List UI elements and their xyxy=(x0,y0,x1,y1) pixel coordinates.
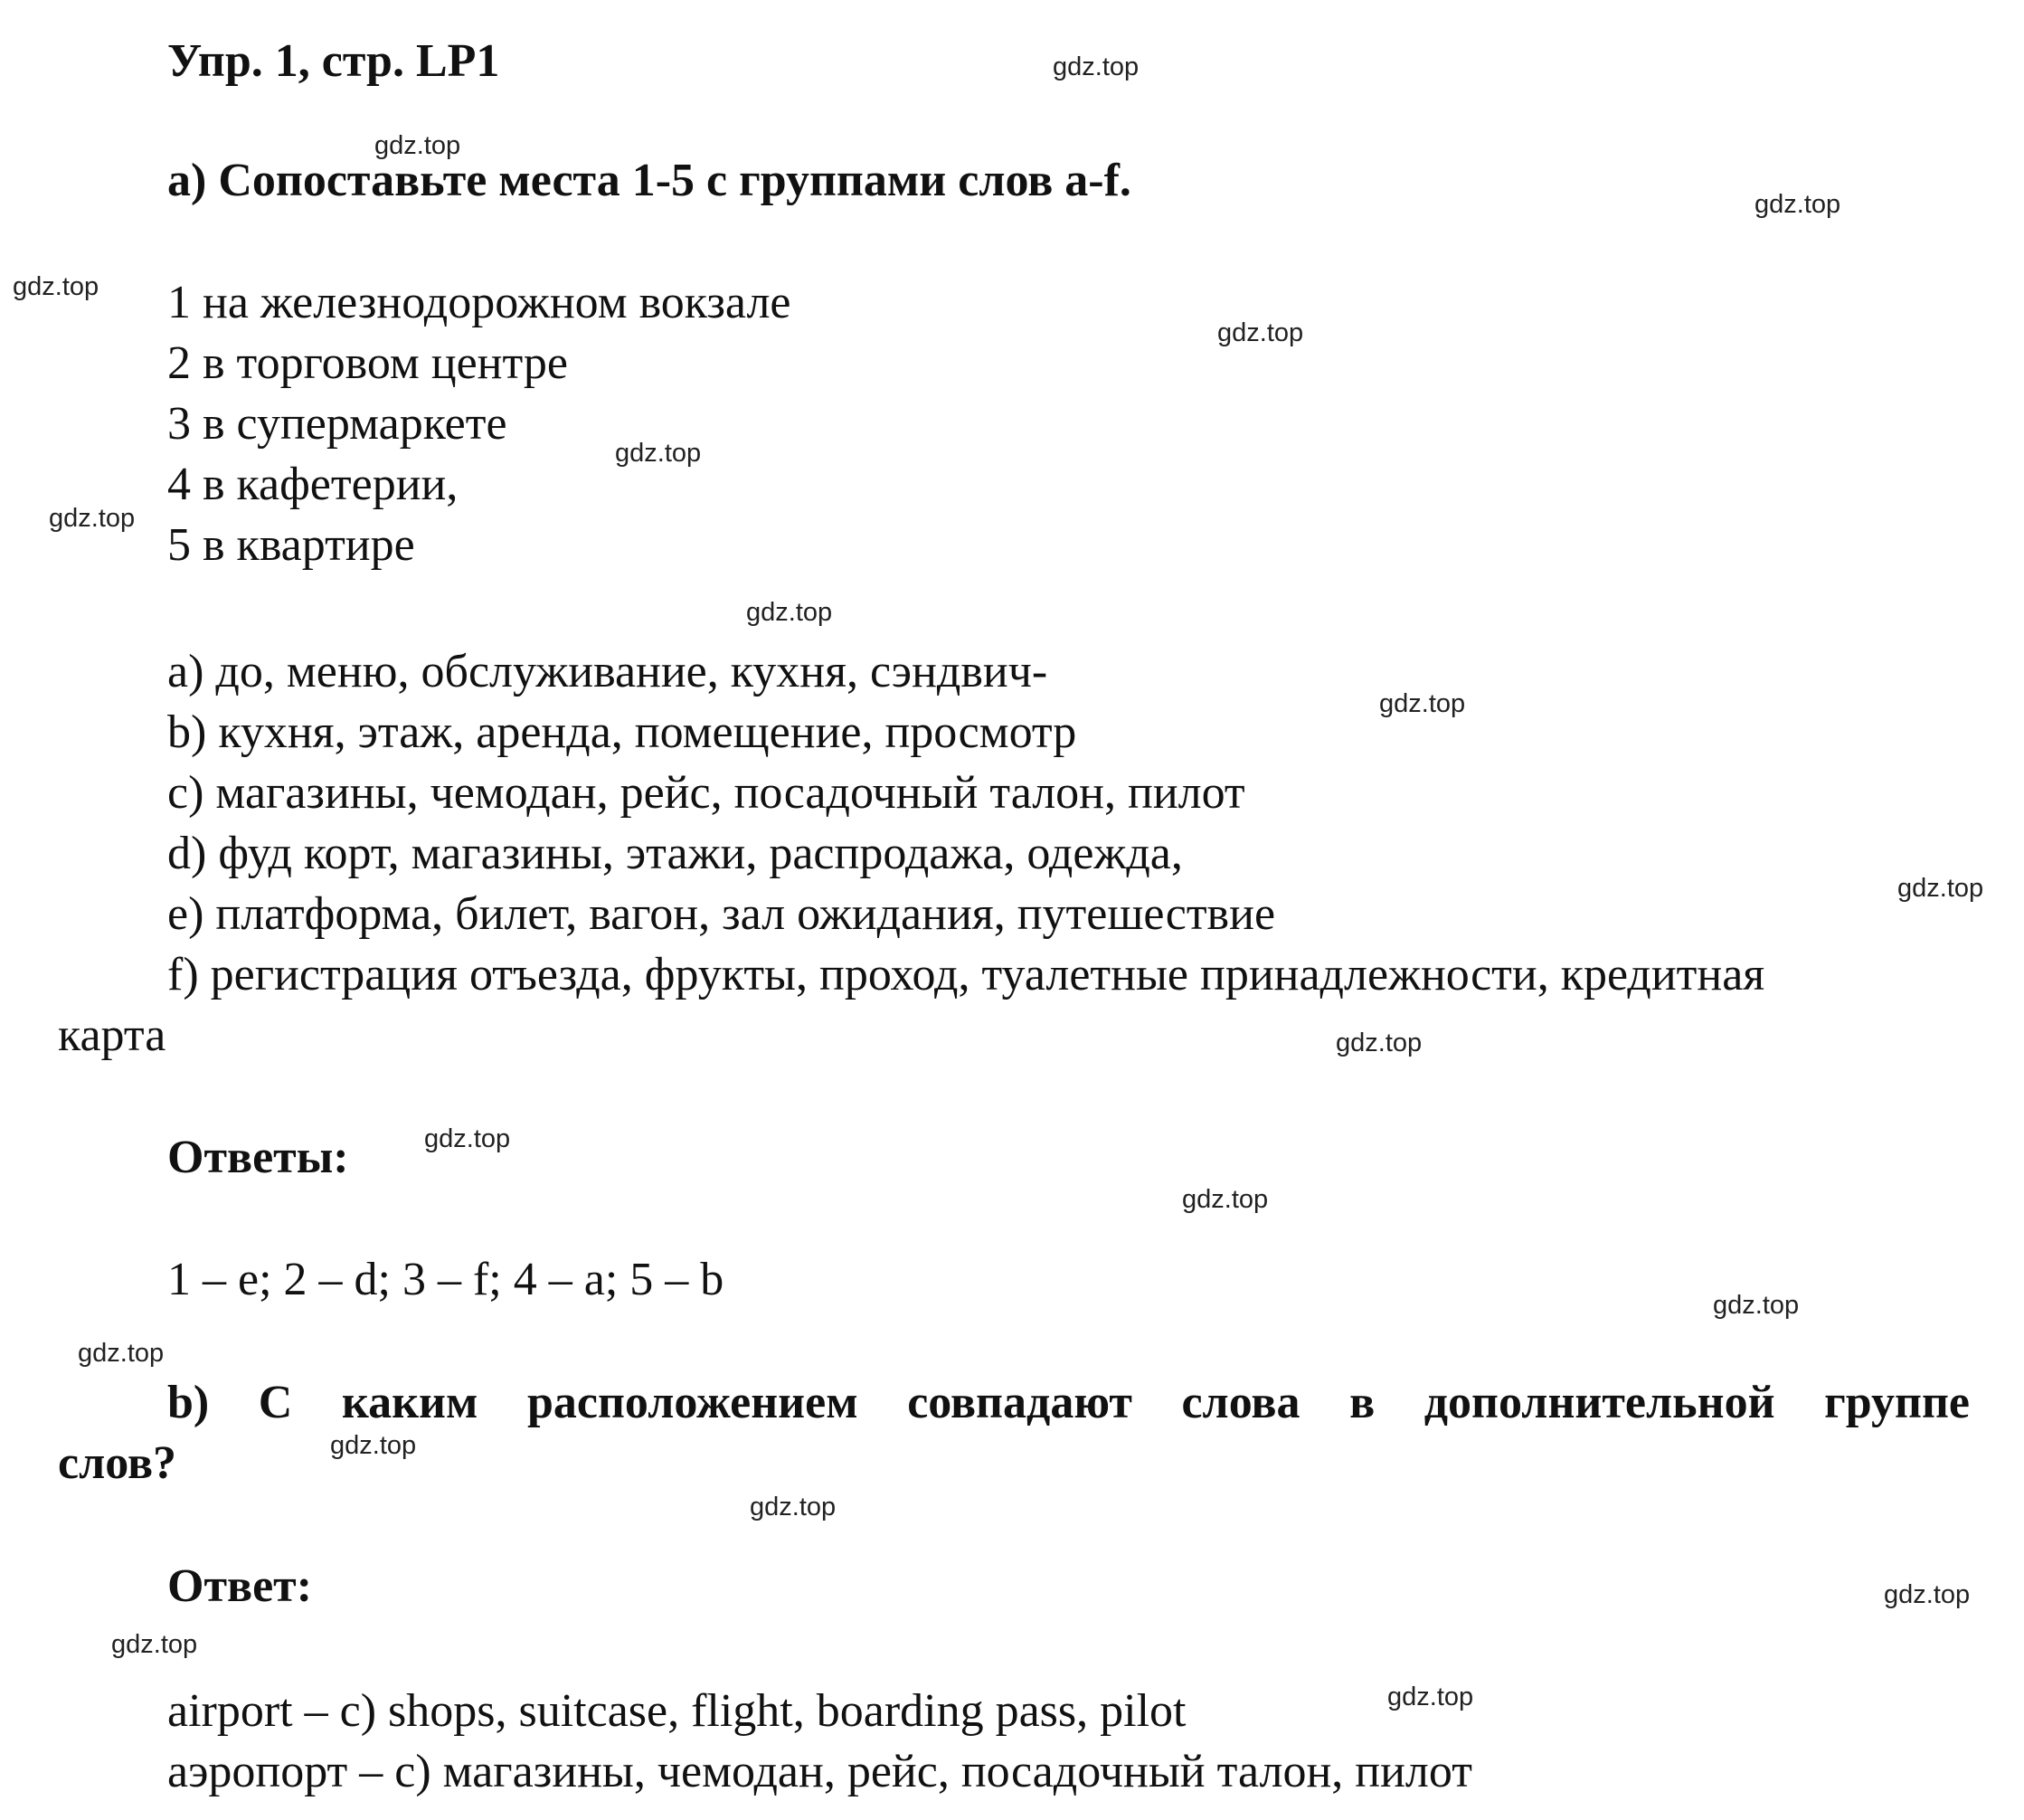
watermark: gdz.top xyxy=(1387,1683,1474,1711)
watermark: gdz.top xyxy=(374,131,461,160)
task-b-question: b) С каким расположением совпадают слова в дополнительной группе xyxy=(167,1377,1970,1428)
watermark: gdz.top xyxy=(1182,1185,1269,1214)
word-group-b: b) кухня, этаж, аренда, помещение, просмотр xyxy=(167,706,1077,758)
word-group-a: a) до, меню, обслуживание, кухня, сэндвич- xyxy=(167,646,1048,697)
word-group-f-continuation: карта xyxy=(58,1010,166,1061)
watermark: gdz.top xyxy=(1379,689,1466,718)
watermark: gdz.top xyxy=(1754,190,1841,219)
watermark: gdz.top xyxy=(1217,318,1304,347)
watermark: gdz.top xyxy=(750,1493,837,1521)
watermark: gdz.top xyxy=(49,504,136,533)
watermark: gdz.top xyxy=(13,272,99,301)
watermark: gdz.top xyxy=(1884,1580,1971,1609)
answer-label: Ответ: xyxy=(167,1560,313,1612)
word-group-f: f) регистрация отъезда, фрукты, проход, туалетные принадлежности, кредитная xyxy=(167,949,1765,1000)
answer-russian: аэропорт – c) магазины, чемодан, рейс, посадочный талон, пилот xyxy=(167,1746,1472,1797)
task-a-heading: а) Сопоставьте места 1-5 с группами слов a-f. xyxy=(167,155,1131,206)
watermark: gdz.top xyxy=(111,1630,198,1659)
watermark: gdz.top xyxy=(1897,874,1984,903)
word-group-d: d) фуд корт, магазины, этажи, распродажа, одежда, xyxy=(167,828,1183,879)
word-group-e: e) платформа, билет, вагон, зал ожидания, путешествие xyxy=(167,888,1276,940)
watermark: gdz.top xyxy=(424,1124,511,1153)
exercise-title: Упр. 1, стр. LP1 xyxy=(167,35,500,87)
answers-label: Ответы: xyxy=(167,1132,349,1183)
watermark: gdz.top xyxy=(1053,52,1140,81)
place-item-5: 5 в квартире xyxy=(167,519,415,571)
place-item-4: 4 в кафетерии, xyxy=(167,459,459,510)
word-group-c: c) магазины, чемодан, рейс, посадочный талон, пилот xyxy=(167,767,1245,819)
place-item-2: 2 в торговом центре xyxy=(167,337,568,389)
place-item-3: 3 в супермаркете xyxy=(167,398,507,450)
answer-english: airport – c) shops, suitcase, flight, boarding pass, pilot xyxy=(167,1685,1187,1737)
watermark: gdz.top xyxy=(615,439,702,468)
watermark: gdz.top xyxy=(1713,1291,1800,1320)
watermark: gdz.top xyxy=(746,598,833,627)
watermark: gdz.top xyxy=(1336,1028,1423,1057)
place-item-1: 1 на железнодорожном вокзале xyxy=(167,277,791,328)
task-b-question-continuation: слов? xyxy=(58,1437,177,1489)
watermark: gdz.top xyxy=(330,1431,417,1460)
watermark: gdz.top xyxy=(78,1339,165,1368)
answers-text: 1 – e; 2 – d; 3 – f; 4 – a; 5 – b xyxy=(167,1254,724,1305)
